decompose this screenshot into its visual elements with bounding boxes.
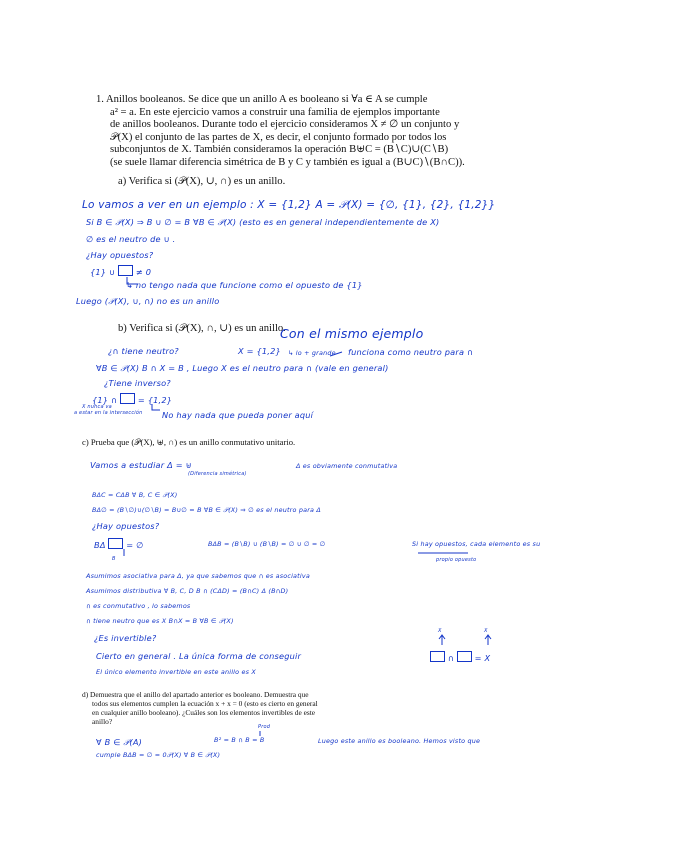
- note-c-line: Vamos a estudiar Δ = ⊎: [90, 460, 192, 470]
- note-c-line: Cierto en general . La única forma de conseguir: [96, 651, 302, 661]
- note-b-title: Con el mismo ejemplo: [280, 326, 424, 341]
- note-c-line: B: [112, 556, 116, 562]
- statement-line: 1. Anillos booleanos. Se dice que un anillo A es booleano si ∀a ∈ A se cumple: [96, 94, 428, 105]
- note-c-text: = X: [474, 653, 491, 663]
- note-c-row: [430, 651, 490, 663]
- problem-statement: [96, 94, 465, 170]
- note-c-line: propio opuesto: [436, 557, 477, 563]
- empty-box-icon: [457, 651, 472, 662]
- note-c-line: ∩ tiene neutro que es X B∩X = B ∀B ∈ 𝒫(X): [86, 617, 234, 625]
- statement-line: de anillos booleanos. Durante todo el ejercicio consideramos X ≠ ∅ un conjunto y: [110, 119, 460, 131]
- note-d-line: cumple BΔB = ∅ = 0𝒫(X) ∀ B ∈ 𝒫(X): [96, 751, 221, 759]
- note-c-line: BΔB = (B∖B) ∪ (B∖B) = ∅ ∪ ∅ = ∅: [208, 540, 326, 548]
- note-a-line: ∅ es el neutro de ∪ .: [86, 234, 176, 244]
- note-b-line: funciona como neutro para ∩: [348, 347, 474, 357]
- note-c-line: Asumimos distributiva ∀ B, C, D B ∩ (CΔD) = (B∩C) Δ (B∩D): [86, 587, 289, 595]
- note-b-margin-line: a estar en la intersección: [74, 410, 143, 416]
- note-a-line: Luego (𝒫(X), ∪, ∩) no es un anillo: [76, 296, 220, 306]
- note-c-line: ¿Es invertible?: [94, 633, 157, 643]
- note-b-margin-line: X nunca va: [82, 404, 112, 410]
- note-c-row: [94, 538, 143, 550]
- note-c-line: BΔC = CΔB ∀ B, C ∈ 𝒫(X): [92, 491, 178, 499]
- note-d-line: B² = B ∩ B = B: [214, 736, 265, 744]
- note-c-text: = ∅: [126, 540, 144, 550]
- part-a-heading: a) Verifica si (𝒫(X), ∪, ∩) es un anillo.: [118, 176, 286, 187]
- note-c-line: El único elemento invertible en este anillo es X: [96, 668, 256, 676]
- note-a-line: ¿Hay opuestos?: [86, 250, 154, 260]
- empty-box-icon: [118, 265, 133, 276]
- empty-box-icon: [120, 393, 135, 404]
- note-c-line: ∩ es conmutativo , lo sabemos: [86, 602, 191, 610]
- note-c-line: ¿Hay opuestos?: [92, 521, 160, 531]
- statement-line: a² = a. En este ejercicio vamos a construir una familia de ejemplos importante: [110, 106, 440, 118]
- note-b-line: X = {1,2}: [238, 346, 281, 356]
- statement-line: (se suele llamar diferencia simétrica de B y C y también es igual a (B∪C)∖(B∩C)).: [110, 156, 465, 168]
- statement-line: subconjuntos de X. También consideramos la operación B⊎C = (B∖C)∪(C∖B): [110, 144, 449, 156]
- note-c-line: X: [484, 628, 488, 634]
- note-c-line: (Diferencia simétrica): [188, 471, 247, 477]
- note-c-line: Asumimos asociativa para Δ, ya que sabemos que ∩ es asociativa: [86, 572, 310, 580]
- note-c-line: Δ es obviamente conmutativa: [296, 462, 398, 470]
- note-b-margin: [74, 404, 143, 416]
- note-b-line: No hay nada que pueda poner aquí: [162, 410, 314, 420]
- part-c-heading: c) Prueba que (𝒫(X), ⊎, ∩) es un anillo conmutativo unitario.: [82, 437, 296, 447]
- note-c-text: ∩: [447, 653, 455, 663]
- part-d-line: todos sus elementos cumplen la ecuación x + x = 0 (esto es cierto en general: [92, 699, 318, 708]
- note-a-line: ↳ no tengo nada que funcione como el opuesto de {1}: [126, 280, 363, 290]
- part-d-line: anillo?: [92, 717, 113, 726]
- up-arrow-icon: [485, 635, 491, 645]
- note-c-line: BΔ∅ = (B∖∅)∪(∅∖B) = B∪∅ = B ∀B ∈ 𝒫(X) ⇒ ∅ es el neutro para Δ: [92, 506, 321, 514]
- part-d-line: d) Demuestra que el anillo del apartado anterior es booleano. Demuestra que: [82, 690, 309, 699]
- note-a-row: [90, 265, 151, 277]
- note-a-line: Si B ∈ 𝒫(X) ⇒ B ∪ ∅ = B ∀B ∈ 𝒫(X) (esto es en general independientemente de X): [86, 217, 440, 227]
- note-a-text: {1} ∪: [90, 267, 116, 277]
- note-c-line: Si hay opuestos, cada elemento es su: [412, 540, 541, 548]
- part-b-heading: b) Verifica si (𝒫(X), ∩, ∪) es un anillo.: [118, 323, 286, 334]
- note-d-line: ∀ B ∈ 𝒫(A): [96, 737, 143, 747]
- note-c-line: X: [438, 628, 442, 634]
- note-b-line: ¿∩ tiene neutro?: [108, 346, 179, 356]
- part-d-line: en cualquier anillo booleano). ¿Cuáles son los elementos invertibles de este: [92, 708, 316, 717]
- note-b-text: {1} ∩: [92, 395, 118, 405]
- up-arrow-icon: [439, 635, 445, 645]
- note-b-line: ↳ lo + grande: [288, 349, 336, 357]
- note-d-line: Luego este anillo es booleano. Hemos visto que: [318, 737, 481, 745]
- note-a-line: Lo vamos a ver en un ejemplo : X = {1,2} A = 𝒫(X) = {∅, {1}, {2}, {1,2}}: [82, 199, 496, 211]
- note-d-line: Prod: [258, 724, 271, 730]
- note-b-line: ¿Tiene inverso?: [104, 378, 171, 388]
- note-a-text: ≠ 0: [135, 267, 152, 277]
- note-c-text: BΔ: [94, 540, 106, 550]
- note-b-line: ∀B ∈ 𝒫(X) B ∩ X = B , Luego X es el neutro para ∩ (vale en general): [96, 363, 389, 373]
- note-b-text: = {1,2}: [137, 395, 173, 405]
- empty-box-icon: [108, 538, 123, 549]
- empty-box-icon: [430, 651, 445, 662]
- part-d-heading: [82, 690, 318, 726]
- statement-line: 𝒫(X) el conjunto de las partes de X, es decir, el conjunto formado por todos los: [110, 131, 447, 143]
